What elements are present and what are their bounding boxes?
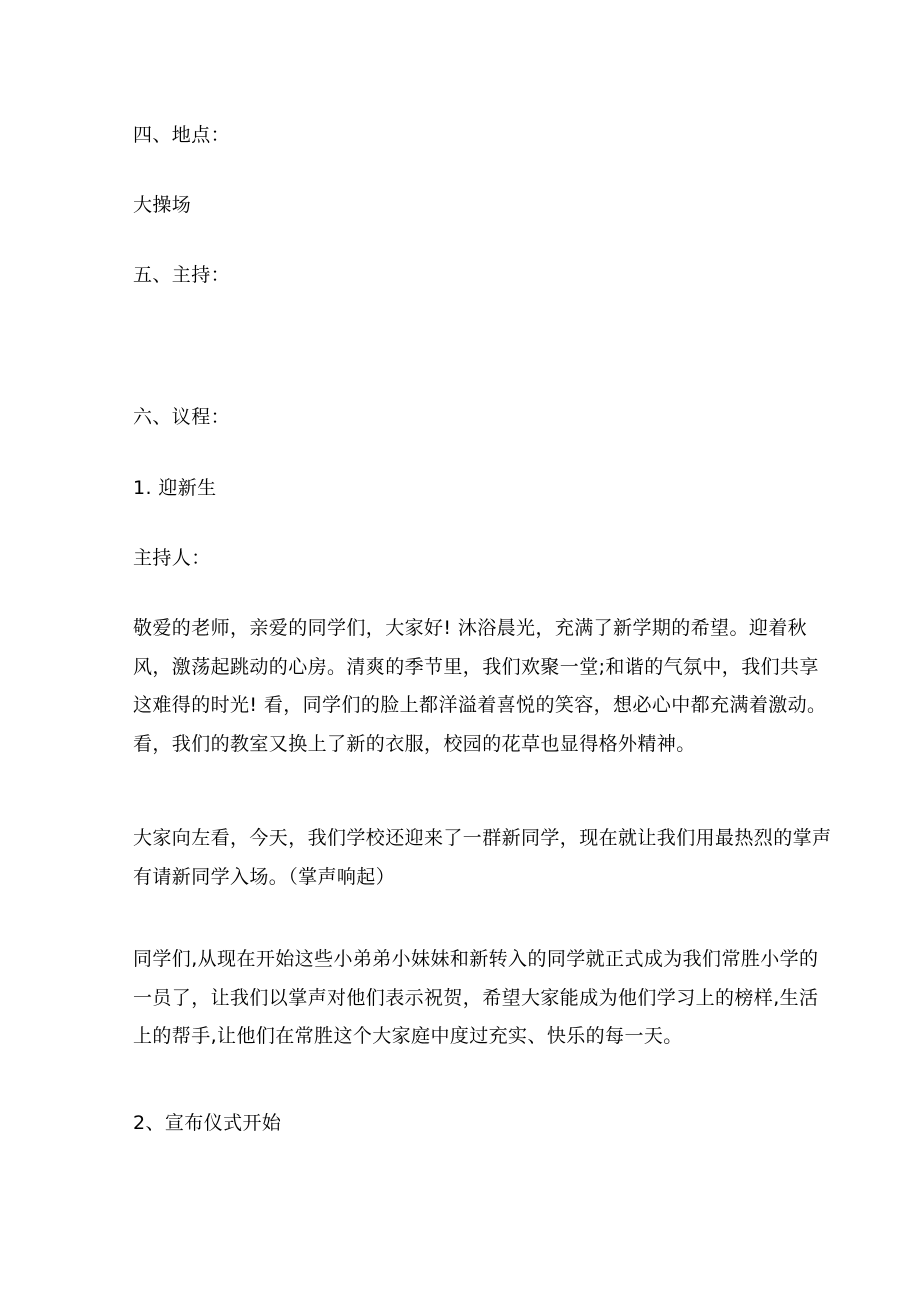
agenda-item-1-heading: 1. 迎新生 (133, 477, 217, 499)
paragraph-line: 这难得的时光! 看，同学们的脸上都洋溢着喜悦的笑容，想必心中都充满着激动。 (133, 694, 827, 717)
host-label: 主持人： (133, 547, 211, 569)
paragraph-line: 大家向左看，今天，我们学校还迎来了一群新同学，现在就让我们用最热烈的掌声 (133, 827, 832, 849)
welcome-paragraph-2 (133, 819, 832, 896)
paragraph-line: 上的帮手,让他们在常胜这个大家庭中度过充实、快乐的每一天。 (133, 1025, 683, 1048)
paragraph-line: 敬爱的老师，亲爱的同学们，大家好! 沐浴晨光，充满了新学期的希望。迎着秋 (133, 617, 808, 639)
paragraph-line: 同学们,从现在开始这些小弟弟小妹妹和新转入的同学就正式成为我们常胜小学的 (133, 948, 819, 970)
section-6-heading: 六、议程： (133, 406, 231, 428)
agenda-item-2-heading: 2、宣布仪式开始 (133, 1112, 282, 1134)
paragraph-line: 一员了，让我们以掌声对他们表示祝贺，希望大家能成为他们学习上的榜样,生活 (133, 986, 819, 1009)
welcome-paragraph-3 (133, 940, 819, 1056)
paragraph-line: 风，激荡起跳动的心房。清爽的季节里，我们欢聚一堂;和谐的气氛中，我们共享 (133, 655, 819, 678)
section-4-heading: 四、地点： (133, 124, 231, 146)
paragraph-line: 看，我们的教室又换上了新的衣服，校园的花草也显得格外精神。 (133, 733, 696, 756)
section-5-heading: 五、主持： (133, 264, 231, 286)
paragraph-line: 有请新同学入场。（掌声响起） (133, 865, 396, 888)
welcome-paragraph-1 (133, 609, 827, 764)
section-4-location: 大操场 (133, 194, 192, 216)
